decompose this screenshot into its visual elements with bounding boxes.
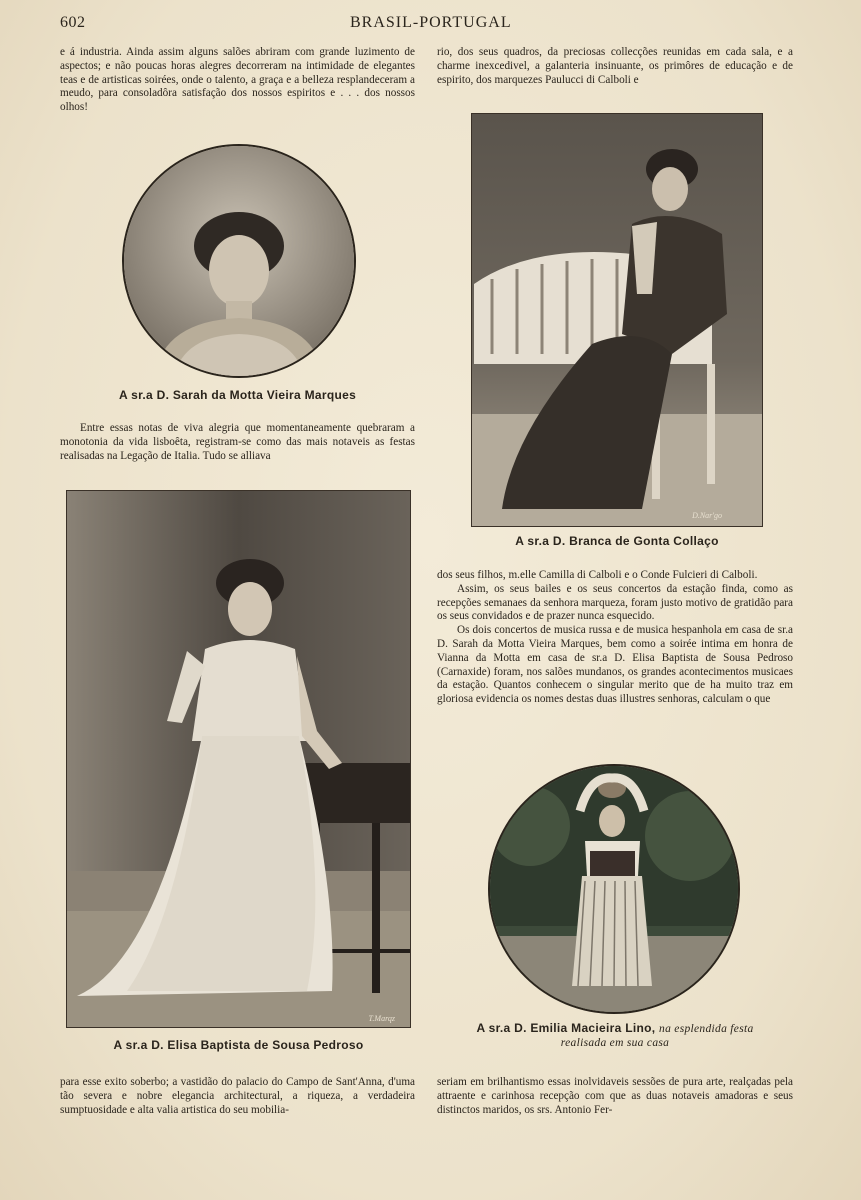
page-number: 602 bbox=[60, 14, 86, 31]
paragraph-1: dos seus filhos, m.elle Camilla di Calboli e o Conde Fulcieri di Calboli. bbox=[437, 569, 758, 581]
text-bottom-right: seriam em brilhantismo essas inolvidaveis sessões de pura arte, realçadas pela attraente e carinhosa recepção com que as duas notaveis amadoras e seus distinctos maridos, os srs. Antonio Fer- bbox=[437, 1076, 793, 1116]
portrait-elisa bbox=[66, 490, 411, 1028]
portrait-sarah-image bbox=[124, 146, 354, 376]
portrait-emilia-image bbox=[490, 766, 738, 1012]
paragraph-3: Os dois concertos de musica russa e de musica hespanhola em casa de sr.a D. Sarah da Motta Vieira Marques, bem como a soirée intima em honra de Vianna da Motta em casa de sr.a D. Elisa Baptista de Sousa Pedroso (Carnaxide) foram, nos salões mundanos, os grandes acontecimentos musicaes da estação. Quantos conhecem o singular merito que de ha muito traz em gloriosa evidencia os nomes destas duas illustres senhoras, calculam o que bbox=[437, 624, 793, 706]
photographer-signature-elisa: T.Marqz bbox=[368, 1014, 395, 1023]
text-mid-right bbox=[437, 569, 793, 707]
caption-emilia-rest1: na esplendida festa bbox=[659, 1023, 754, 1035]
photographer-signature: D.Nar'go bbox=[692, 511, 722, 520]
paragraph-2: Assim, os seus bailes e os seus concertos da estação finda, como as recepções semanaes da senhora marqueza, foram justo motivo de gratidão para os seus convidados e de prazer nunca esquecido. bbox=[437, 582, 793, 623]
text-bottom-left: para esse exito soberbo; a vastidão do palacio do Campo de Sant'Anna, d'uma tão severa e nobre elegancia architectural, a riqueza, a verdadeira sumptuosidade e alta valia artistica do seu mobilia- bbox=[60, 1076, 415, 1116]
caption-emilia bbox=[437, 1021, 793, 1049]
portrait-emilia bbox=[488, 764, 740, 1014]
portrait-branca bbox=[471, 113, 763, 527]
caption-branca: A sr.a D. Branca de Gonta Collaço bbox=[515, 534, 719, 548]
portrait-elisa-image bbox=[67, 491, 410, 1027]
caption-emilia-rest2: realisada em sua casa bbox=[560, 1037, 670, 1049]
caption-sarah: A sr.a D. Sarah da Motta Vieira Marques bbox=[118, 388, 357, 402]
text-top-left: e á industria. Ainda assim alguns salões abriram com grande luzimento de aspectos; e não poucas horas alegres decorreram na intimidade de elegantes teas e de artisticas soirées, onde o talento, a graça e a belleza resplandeceram a meudo, para consoladôra satisfação dos nossos espiritos e . . . dos nossos olhos! bbox=[60, 46, 415, 114]
portrait-sarah bbox=[122, 144, 356, 378]
caption-elisa: A sr.a D. Elisa Baptista de Sousa Pedroso bbox=[113, 1038, 364, 1052]
text-top-right: rio, dos seus quadros, da preciosas collecções reunidas em cada sala, e a charme inexcedivel, a galanteria insinuante, os primôres de educação e de espirito, dos marquezes Paulucci di Calboli e bbox=[437, 46, 793, 86]
text-mid-left: Entre essas notas de viva alegria que momentaneamente quebraram a monotonia da vida lisboêta, registram-se como das mais notaveis as festas realisadas na Legação de Italia. Tudo se alliava bbox=[60, 422, 415, 462]
magazine-title: BRASIL-PORTUGAL bbox=[350, 14, 512, 31]
caption-emilia-name: A sr.a D. Emilia Macieira Lino, bbox=[476, 1021, 656, 1035]
portrait-branca-image bbox=[472, 114, 762, 526]
